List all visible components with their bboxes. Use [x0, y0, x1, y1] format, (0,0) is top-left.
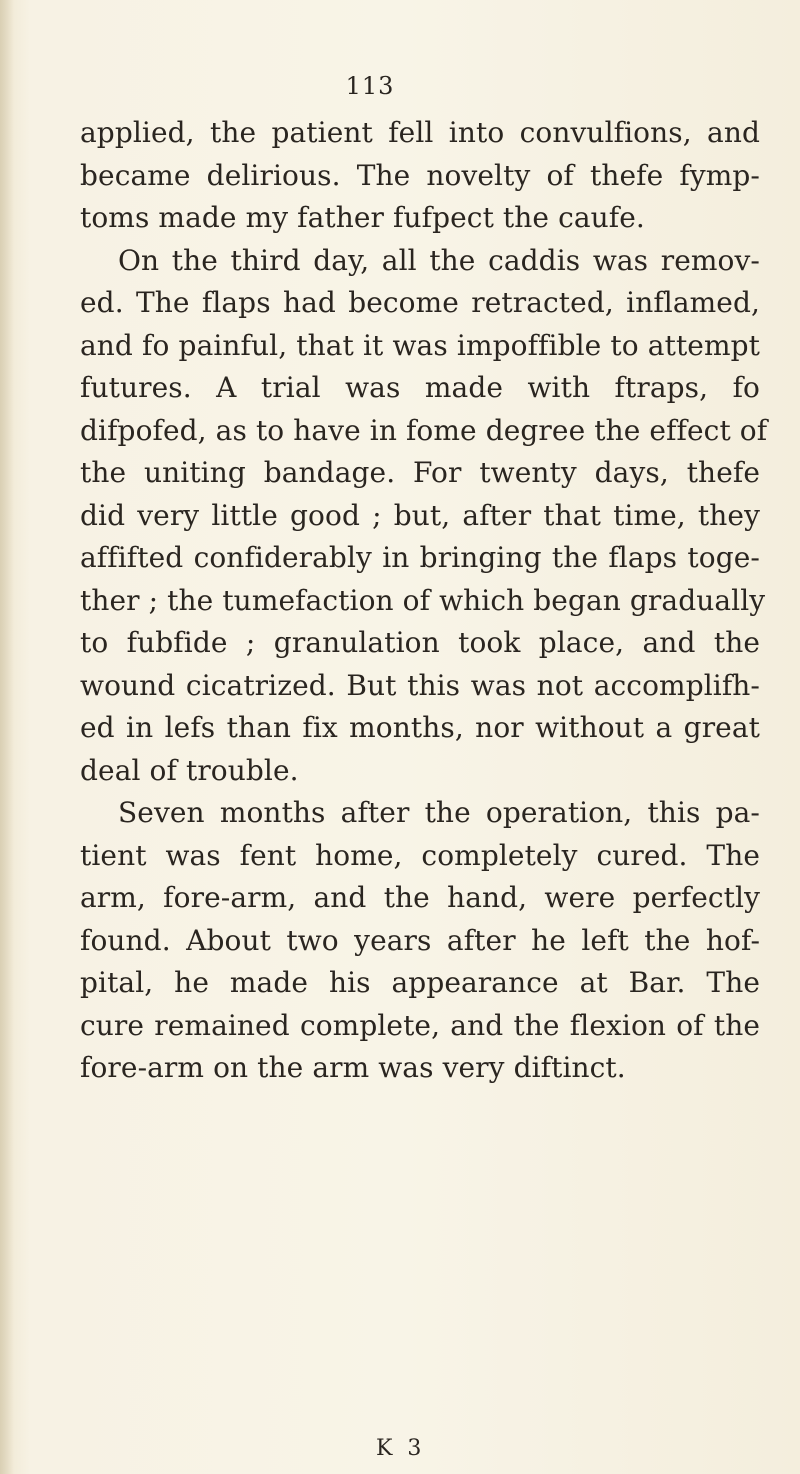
body-text: [80, 112, 768, 1090]
text-line: ther ; the tumefaction of which began gradually: [80, 583, 766, 617]
paragraph-3: [80, 792, 760, 1090]
text-line: ed in lefs than fix months, nor without a great: [80, 711, 760, 744]
text-line: Seven months after the operation, this pa-: [118, 796, 760, 829]
text-line: found. About two years after he left the hof-: [80, 923, 760, 957]
text-line: deal of trouble.: [80, 753, 299, 787]
page-gutter-shadow: [0, 0, 14, 1474]
text-line: fore-arm on the arm was very diftinct.: [80, 1051, 626, 1084]
text-line: the uniting bandage. For twenty days, thefe: [80, 456, 760, 489]
text-line: cure remained complete, and the flexion of the: [80, 1008, 760, 1042]
text-line: became delirious. The novelty of thefe fymp-: [80, 158, 760, 192]
text-line: affifted confiderably in bringing the flaps toge-: [80, 541, 760, 574]
signature-mark: K 3: [376, 1436, 426, 1461]
text-line: futures. A trial was made with ftraps, fo: [80, 371, 760, 404]
text-line: difpofed, as to have in fome degree the effect of: [80, 413, 768, 447]
paragraph-1: [80, 112, 760, 240]
text-line: and fo painful, that it was impoffible to attempt: [80, 328, 760, 362]
text-line: tient was fent home, completely cured. The: [80, 838, 760, 872]
text-line: toms made my father fufpect the caufe.: [80, 201, 645, 234]
page-number: 113: [345, 72, 395, 100]
text-line: wound cicatrized. But this was not accomplifh-: [80, 668, 760, 702]
text-line: did very little good ; but, after that time, they: [80, 498, 760, 532]
paragraph-2: [80, 240, 768, 793]
text-line: arm, fore-arm, and the hand, were perfectly: [80, 881, 760, 914]
text-line: pital, he made his appearance at Bar. The: [80, 966, 760, 999]
text-line: to fubfide ; granulation took place, and the: [80, 626, 760, 659]
text-line: ed. The flaps had become retracted, inflamed,: [80, 286, 760, 319]
text-line: applied, the patient fell into convulfions, and: [80, 116, 760, 149]
text-line: On the third day, all the caddis was remov-: [118, 243, 760, 277]
